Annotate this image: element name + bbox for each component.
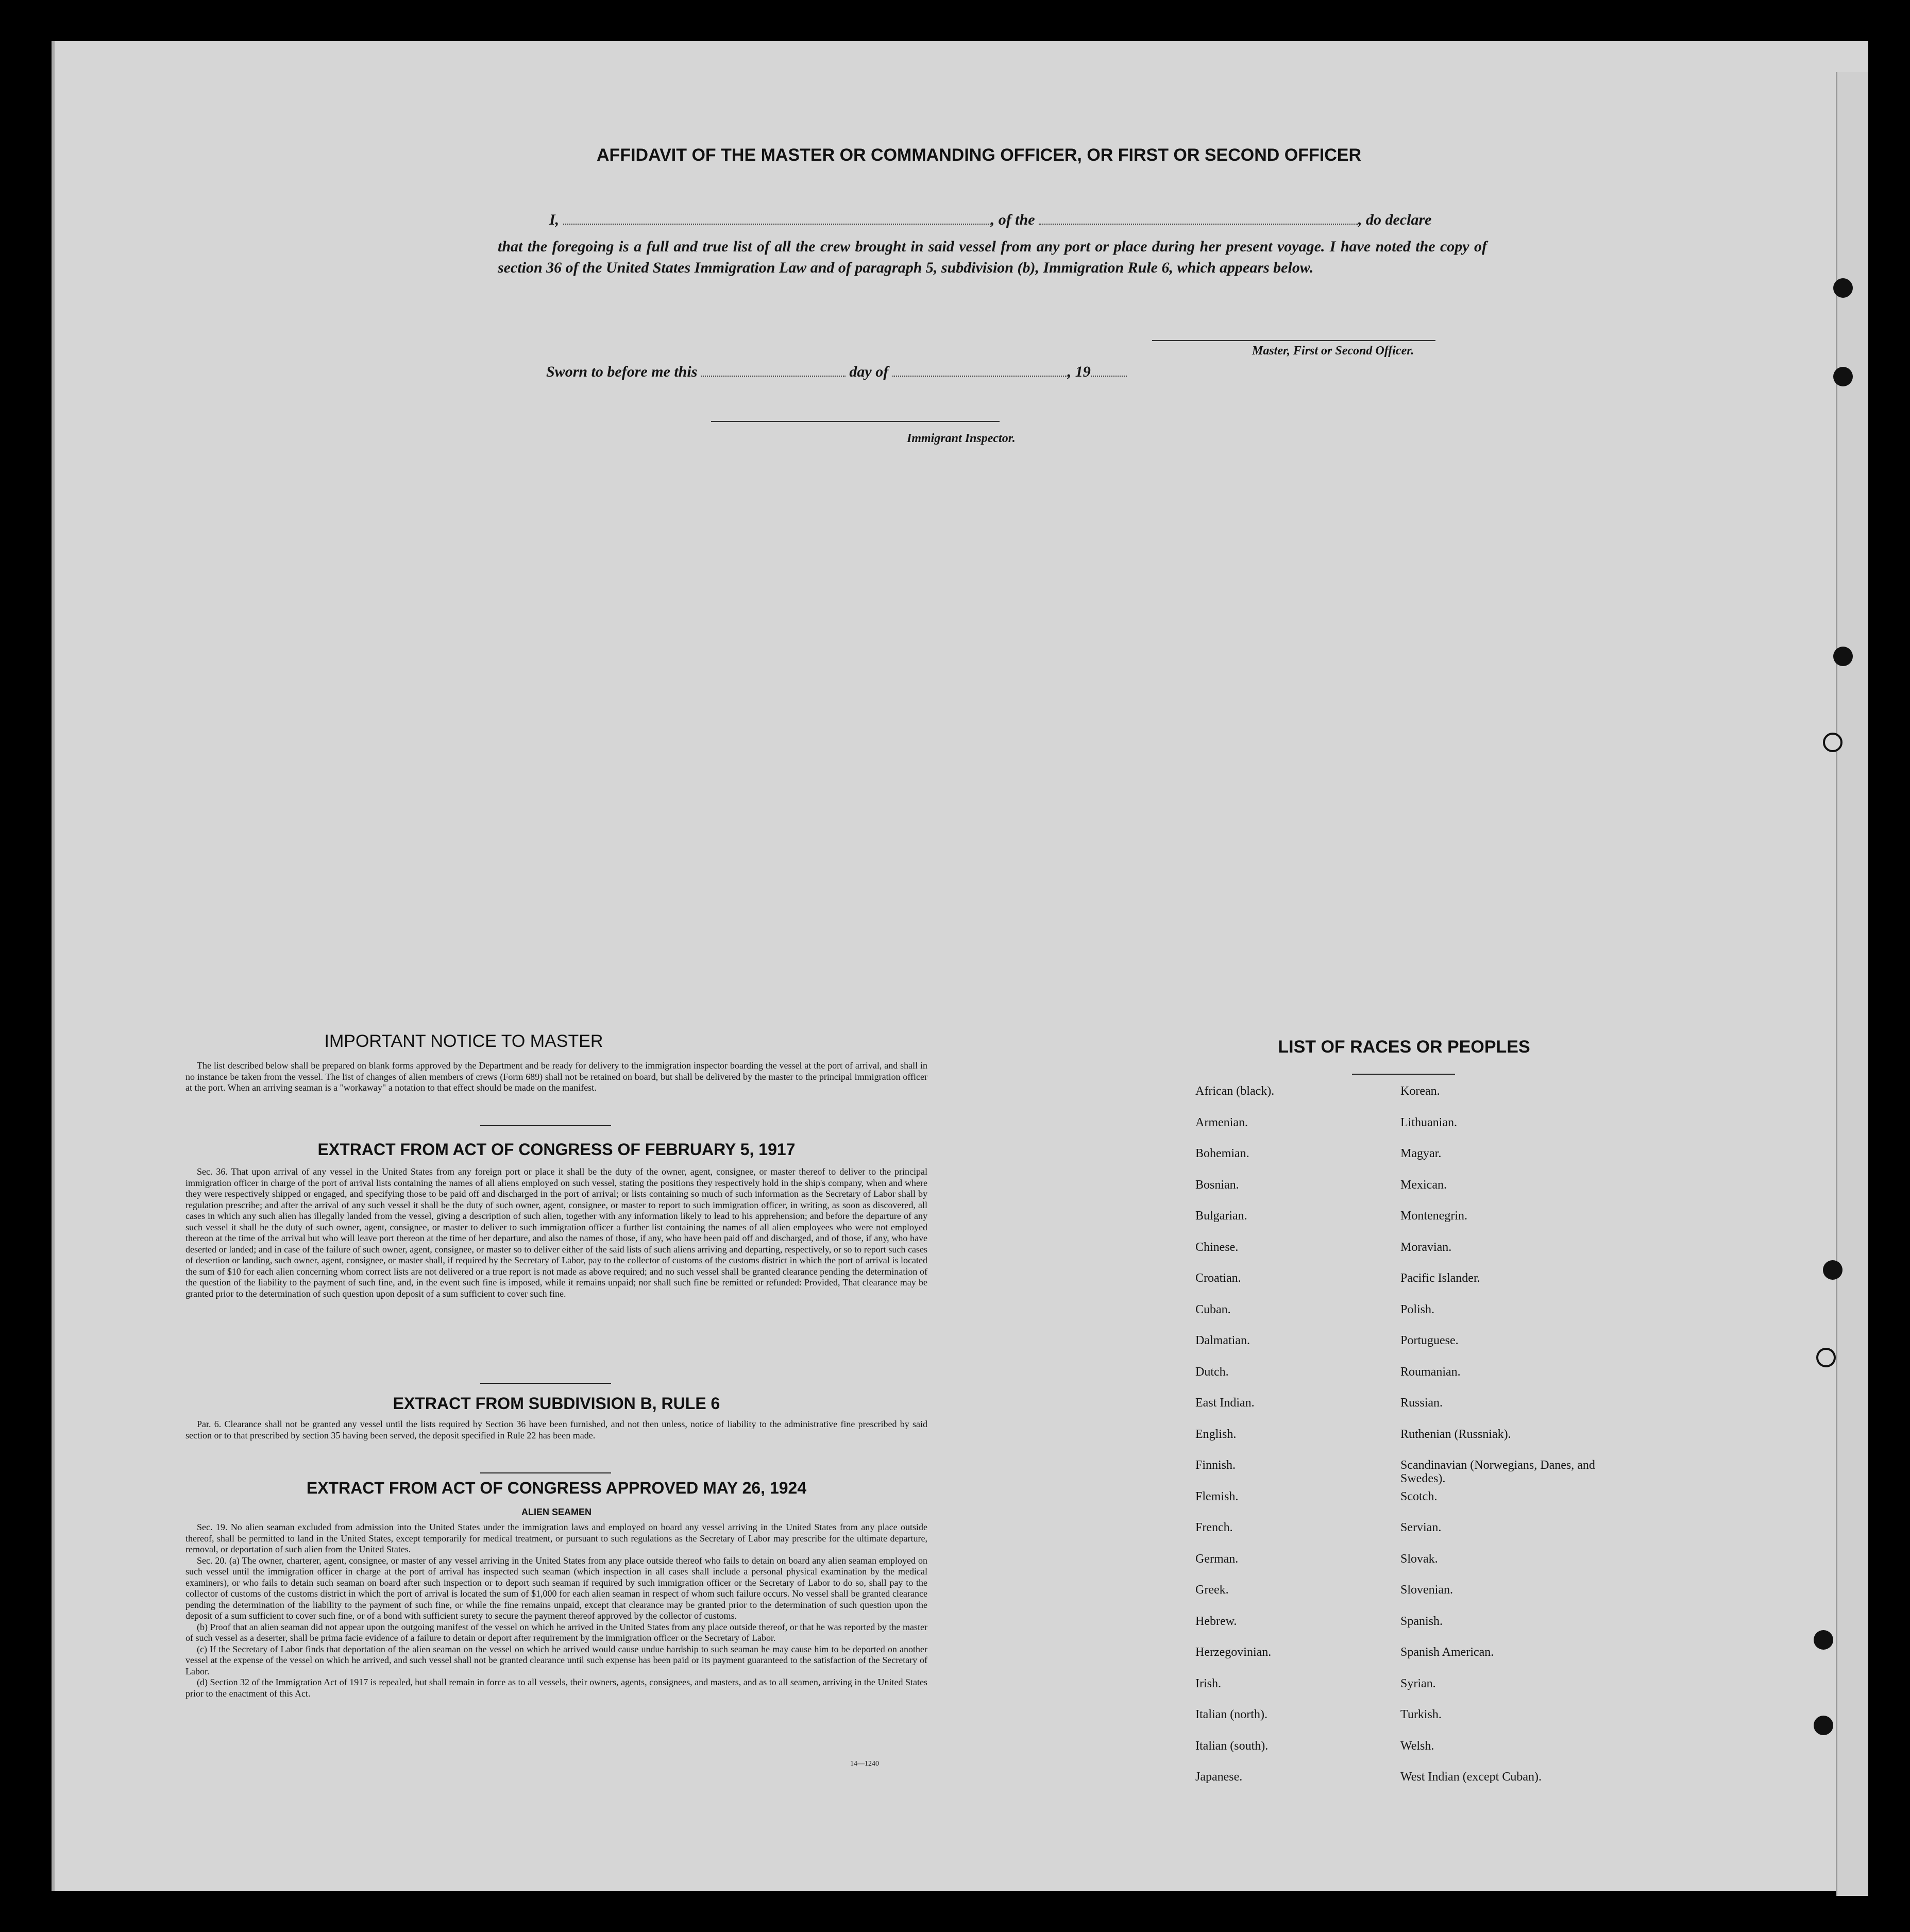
- divider: [1352, 1074, 1455, 1075]
- race-item: Armenian.: [1195, 1115, 1248, 1129]
- race-item: Syrian.: [1400, 1676, 1436, 1690]
- page-edge: [1836, 72, 1868, 1896]
- sworn-day-field[interactable]: [701, 376, 846, 377]
- extract-1924-title: EXTRACT FROM ACT OF CONGRESS APPROVED MAY 26, 1924: [306, 1479, 807, 1497]
- sec-19-text: Sec. 19. No alien seaman excluded from admission into the United States under the immigration laws and employed on board any vessel arriving in the United States from any place outside thereof, shall be permitted to land in the United States, except temporarily for medical treatment, or pursuant to such regulations as the Secretary of Labor may prescribe for the ultimate departure, removal, or deportation of such alien from the United States.: [185, 1522, 927, 1554]
- race-item: Herzegovinian.: [1195, 1646, 1272, 1659]
- race-item: Dalmatian.: [1195, 1334, 1250, 1347]
- form-number: 14—1240: [850, 1760, 879, 1768]
- sworn-year-label: , 19: [1067, 363, 1091, 380]
- master-signature-line[interactable]: [1152, 340, 1435, 341]
- race-item: Croatian.: [1195, 1272, 1241, 1285]
- race-item: German.: [1195, 1552, 1239, 1566]
- race-item: Montenegrin.: [1400, 1209, 1467, 1223]
- punch-hole: [1823, 733, 1843, 752]
- sec-20c-text: (c) If the Secretary of Labor finds that deportation of the alien seaman on the vessel on which he arrived would cause undue hardship to such seaman he may cause him to be deported on another vessel at the expense of the vessel on which he arrived, and such vessel shall not be granted clearance until such expense has been paid or its payment guaranteed to the satisfaction of the Secretary of Labor.: [185, 1643, 927, 1676]
- sec-20b-text: (b) Proof that an alien seaman did not appear upon the outgoing manifest of the vessel on which he arrived in the United States from any place outside thereof, or that he was reported by the master of such vessel as a deserter, shall be prima facie evidence of a failure to detain or deport after requirement by the immigration officer or the Secretary of Labor.: [185, 1621, 927, 1643]
- punch-hole: [1833, 278, 1853, 298]
- race-item: English.: [1195, 1427, 1237, 1441]
- affidavit-title: AFFIDAVIT OF THE MASTER OR COMMANDING OFFICER, OR FIRST OR SECOND OFFICER: [597, 145, 1361, 165]
- bleed-through-header: [802, 121, 1781, 142]
- race-item: Scandinavian (Norwegians, Danes, and Swedes).: [1400, 1459, 1595, 1485]
- race-item: Slovenian.: [1400, 1583, 1453, 1597]
- race-item: Scotch.: [1400, 1489, 1438, 1503]
- race-item: Korean.: [1400, 1084, 1440, 1098]
- race-item: Lithuanian.: [1400, 1115, 1457, 1129]
- punch-hole: [1814, 1630, 1833, 1650]
- notice-title: IMPORTANT NOTICE TO MASTER: [324, 1031, 603, 1051]
- races-right-column: [1400, 1084, 1617, 1802]
- sworn-month-field[interactable]: [892, 376, 1068, 377]
- notice-text: The list described below shall be prepared on blank forms approved by the Department and be ready for delivery to the immigration inspector boarding the vessel at the port of arrival, and shall in no instance be taken from the vessel. The list of changes of alien members of crews (Form 689) shall not be retained on board, but shall be delivered by the master to the principal immigration officer at the port. When an arriving seaman is a "workaway" a notation to that effect should be made on the manifest.: [185, 1060, 927, 1093]
- race-item: Servian.: [1400, 1521, 1442, 1534]
- inspector-caption: Immigrant Inspector.: [907, 432, 1016, 445]
- race-item: East Indian.: [1195, 1396, 1255, 1410]
- sec-20a-text: Sec. 20. (a) The owner, charterer, agent, consignee, or master of any vessel arriving in the United States from any place outside thereof who fails to detain on board any alien seaman employed on such vessel until the immigration officer in charge at the port of arrival has inspected such seaman (which inspection in all cases shall include a personal physical examination by the medical examiners), or who fails to detain such seaman on board after such inspection or to deport such seaman if required by such immigration officer or the Secretary of Labor to do so, shall pay to the collector of customs of the customs district in which the port of arrival is located the sum of $1,000 for each alien seaman in respect of whom such failure occurs. No vessel shall be granted clearance pending the determination of the liability to the payment of such fine, or while the fine remains unpaid, except that clearance may be granted prior to the determination of such question upon the deposit of a sum sufficient to cover such fine, or of a bond with sufficient surety to secure the payment thereof approved by the collector of customs.: [185, 1555, 927, 1621]
- race-item: Portuguese.: [1400, 1334, 1459, 1347]
- race-item: Magyar.: [1400, 1147, 1442, 1160]
- sworn-prefix: Sworn to before me this: [546, 363, 698, 380]
- master-caption: Master, First or Second Officer.: [1252, 344, 1414, 358]
- declare-label: , do declare: [1358, 211, 1432, 228]
- affidavit-body: that the foregoing is a full and true list of all the crew brought in said vessel from any port or place during her present voyage. I have noted the copy of section 36 of the United States Immigration Law and of paragraph 5, subdivision (b), Immigration Rule 6, which appears below.: [498, 238, 1487, 276]
- divider: [480, 1383, 611, 1384]
- race-item: Dutch.: [1195, 1365, 1229, 1379]
- race-item: Cuban.: [1195, 1302, 1231, 1316]
- of-the-label: , of the: [990, 211, 1035, 228]
- master-name-field[interactable]: [563, 224, 991, 225]
- punch-hole: [1814, 1716, 1833, 1735]
- sworn-line: [546, 363, 1127, 381]
- race-item: Mexican.: [1400, 1178, 1447, 1192]
- race-item: Russian.: [1400, 1396, 1443, 1410]
- notice-body: [185, 1060, 927, 1094]
- race-item: African (black).: [1195, 1084, 1275, 1098]
- race-item: French.: [1195, 1521, 1233, 1534]
- race-item: Bulgarian.: [1195, 1209, 1247, 1223]
- paragraph-6-text: Par. 6. Clearance shall not be granted any vessel until the lists required by Section 36 have been furnished, and not then unless, notice of liability to the administrative fine prescribed by said section or to that prescribed by section 35 having been served, the deposit specified in Rule 22 has been made.: [185, 1419, 927, 1440]
- sworn-year-field[interactable]: [1091, 376, 1127, 377]
- punch-hole: [1833, 647, 1853, 666]
- race-item: Irish.: [1195, 1676, 1221, 1690]
- race-item: Flemish.: [1195, 1489, 1239, 1503]
- race-item: Turkish.: [1400, 1708, 1442, 1721]
- vessel-name-field[interactable]: [1039, 224, 1358, 225]
- race-item: Ruthenian (Russniak).: [1400, 1427, 1511, 1441]
- race-item: Pacific Islander.: [1400, 1272, 1480, 1285]
- races-title: LIST OF RACES OR PEOPLES: [1278, 1037, 1530, 1057]
- race-item: Slovak.: [1400, 1552, 1438, 1566]
- race-item: Chinese.: [1195, 1240, 1239, 1254]
- race-item: Japanese.: [1195, 1770, 1243, 1784]
- alien-seamen-subtitle: ALIEN SEAMEN: [521, 1507, 591, 1517]
- extract-rule6-body: [185, 1419, 927, 1441]
- section-36-text: Sec. 36. That upon arrival of any vessel in the United States from any foreign port or place it shall be the duty of the owner, agent, consignee, or master thereof to deliver to the principal immigration officer in charge of the port of arrival lists containing the names of all aliens employed on such vessel, stating the positions they respectively hold in the ship's company, when and where they were respectively shipped or engaged, and specifying those to be paid off and discharged in the port of arrival; or lists containing so much of such information as the Secretary of Labor shall by regulation prescribe; and after the arrival of any such vessel it shall be the duty of such owner, agent, consignee, or master to report to such immigration officer, in writing, as soon as discovered, all cases in which any such alien has illegally landed from the vessel, giving a description of such alien, together with any information likely to lead to his apprehension; and before the departure of any such vessel it shall be the duty of such owner, agent, consignee, or master to deliver to such immigration officer a further list containing the names of all alien employees who were not employed thereon at the time of the arrival but who will leave port thereon at the time of her departure, and also the names of those, if any, who have been paid off and discharged, and of those, if any, who have deserted or landed; and in case of the failure of such owner, agent, consignee, or master so to deliver either of the said lists of such aliens arriving and departing, respectively, or so to report such cases of desertion or landing, such owner, agent, consignee, or master shall, if required by the Secretary of Labor, pay to the collector of customs of the customs district in which the port of arrival is located the sum of $10 for each alien concerning whom correct lists are not delivered or a true report is not made as above required; and no such vessel shall be granted clearance pending the determination of the question of the liability to the payment of such fine, and, in the event such fine is imposed, while it remains unpaid; nor shall such fine be remitted or refunded: Provided, That clearance may be granted prior to the determination of such question upon deposit of a sum sufficient to cover such fine.: [185, 1166, 927, 1299]
- race-item: Polish.: [1400, 1302, 1435, 1316]
- extract-1917-title: EXTRACT FROM ACT OF CONGRESS OF FEBRUARY 5, 1917: [317, 1140, 796, 1159]
- extract-rule6-title: EXTRACT FROM SUBDIVISION B, RULE 6: [393, 1394, 720, 1413]
- race-item: Bohemian.: [1195, 1147, 1249, 1160]
- race-item: Italian (south).: [1195, 1739, 1269, 1753]
- punch-hole: [1823, 1260, 1843, 1280]
- divider: [480, 1125, 611, 1126]
- race-item: Greek.: [1195, 1583, 1229, 1597]
- race-item: West Indian (except Cuban).: [1400, 1770, 1542, 1784]
- sec-20d-text: (d) Section 32 of the Immigration Act of 1917 is repealed, but shall remain in force as to all vessels, their owners, agents, consignees, and masters, and as to all seamen, arriving in the United States prior to the enactment of this Act.: [185, 1677, 927, 1699]
- race-item: Spanish.: [1400, 1614, 1443, 1628]
- race-item: Moravian.: [1400, 1240, 1452, 1254]
- race-item: Bosnian.: [1195, 1178, 1239, 1192]
- sworn-day-of: day of: [849, 363, 889, 380]
- affidavit-declaration-line: [549, 211, 1492, 229]
- race-item: Welsh.: [1400, 1739, 1434, 1753]
- extract-1917-body: [185, 1166, 927, 1299]
- race-item: Roumanian.: [1400, 1365, 1461, 1379]
- extract-1924-body: [185, 1522, 927, 1699]
- race-item: Finnish.: [1195, 1459, 1236, 1472]
- punch-hole: [1816, 1348, 1836, 1367]
- race-item: Italian (north).: [1195, 1708, 1267, 1721]
- punch-hole: [1833, 367, 1853, 386]
- affidavit-i-label: I,: [549, 211, 560, 228]
- race-item: Hebrew.: [1195, 1614, 1237, 1628]
- divider: [480, 1472, 611, 1473]
- race-item: Spanish American.: [1400, 1646, 1494, 1659]
- races-left-column: [1195, 1084, 1401, 1802]
- inspector-signature-line[interactable]: [711, 421, 1000, 422]
